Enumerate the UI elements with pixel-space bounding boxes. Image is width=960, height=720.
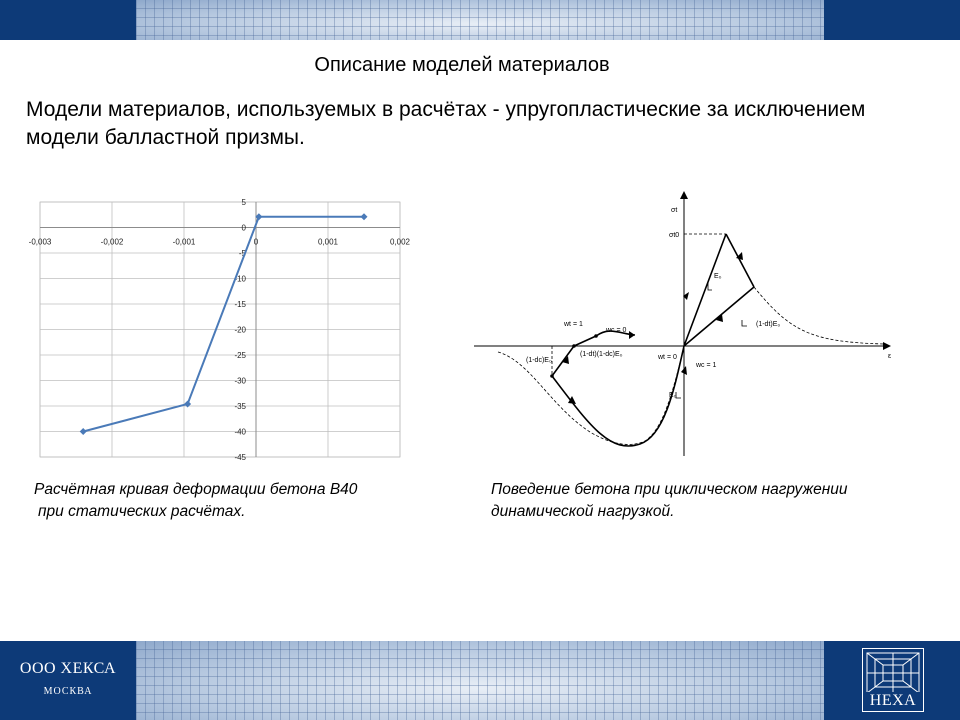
x-axis-label: ε [888, 353, 892, 360]
hexa-logo-text: HEXA [863, 692, 923, 710]
y-tick-label: 0 [241, 223, 246, 233]
series-point [361, 213, 368, 220]
wc1-label: wc = 1 [696, 362, 717, 369]
x-tick-label: -0,003 [28, 237, 52, 247]
right-caption [491, 479, 941, 523]
header-band-left [0, 0, 136, 40]
left-caption-line1: Расчётная кривая деформации бетона В40 [34, 481, 358, 498]
wt0-label: wt = 0 [658, 354, 677, 361]
chart-ticks [29, 198, 411, 462]
x-tick-label: -0,001 [172, 237, 196, 247]
right-caption-line1: Поведение бетона при циклическом нагружении [491, 481, 848, 498]
y-tick-label: -35 [234, 402, 246, 411]
chart-grid [40, 202, 400, 457]
header-mesh-image [136, 0, 824, 40]
unload-label: (1-dt)E₀ [756, 321, 781, 328]
unload-triangle [742, 320, 747, 326]
footer-band-left [0, 641, 136, 720]
left-caption [34, 479, 454, 523]
wc0-label: wc = 0 [606, 327, 627, 334]
footer-band [0, 641, 960, 720]
marker-c [594, 334, 598, 338]
company-name: ООО ХЕКСА [19, 660, 117, 677]
y-tick-label: 5 [241, 198, 246, 207]
y-tick-label: -20 [234, 325, 246, 335]
chart-series [80, 213, 368, 435]
y-tick-label: -45 [234, 453, 246, 462]
header-band-right [824, 0, 960, 40]
intro-text: Модели материалов, используемых в расчётах - упругопластические за исключением модели балластной призмы. [26, 98, 866, 149]
right-caption-line2: динамической нагрузкой. [491, 503, 675, 520]
peak-label: σt0 [669, 232, 680, 239]
comp-unload-right-label: (1-dt)(1-dc)E₀ [580, 351, 623, 358]
hexa-logo [862, 648, 924, 712]
wt1-label: wt = 1 [564, 321, 583, 328]
cyclic-loading-diagram [470, 186, 910, 466]
y-tick-label: -40 [234, 427, 246, 437]
company-city: МОСКВА [43, 686, 93, 697]
series-line [83, 217, 364, 432]
y-axis-label: σt [671, 207, 678, 214]
tension-softening [726, 234, 754, 287]
e0-upper-label: E₀ [714, 273, 722, 280]
compression-curve [552, 346, 684, 446]
tension-dashed-tail [754, 287, 884, 344]
footer-mesh-image [136, 641, 824, 720]
x-tick-label: 0 [253, 237, 259, 247]
y-tick-label: -30 [234, 376, 246, 386]
hexa-logo-icon [863, 651, 923, 695]
y-tick-label: -25 [234, 351, 246, 360]
y-tick-label: -10 [234, 274, 246, 284]
x-tick-label: 0,001 [317, 237, 339, 247]
left-arrow [629, 331, 635, 339]
e0-lower-triangle [676, 392, 681, 398]
page-title: Описание моделей материалов [314, 54, 610, 76]
e0-upper-triangle [708, 282, 712, 290]
header-band [0, 0, 960, 40]
y-tick-label: -15 [234, 300, 246, 309]
y-tick-label: -5 [238, 249, 246, 258]
marker-b [550, 374, 554, 378]
e0-lower-label: E₀ [669, 392, 677, 399]
x-tick-label: -0,002 [100, 237, 124, 247]
x-tick-label: 0,002 [389, 237, 411, 247]
marker-a [572, 344, 576, 348]
left-caption-line2: при статических расчётах. [38, 503, 246, 520]
comp-unload-left-label: (1-dc)E₀ [526, 357, 552, 364]
series-point [80, 428, 87, 435]
series-point [184, 400, 191, 407]
stress-strain-chart [0, 180, 440, 470]
